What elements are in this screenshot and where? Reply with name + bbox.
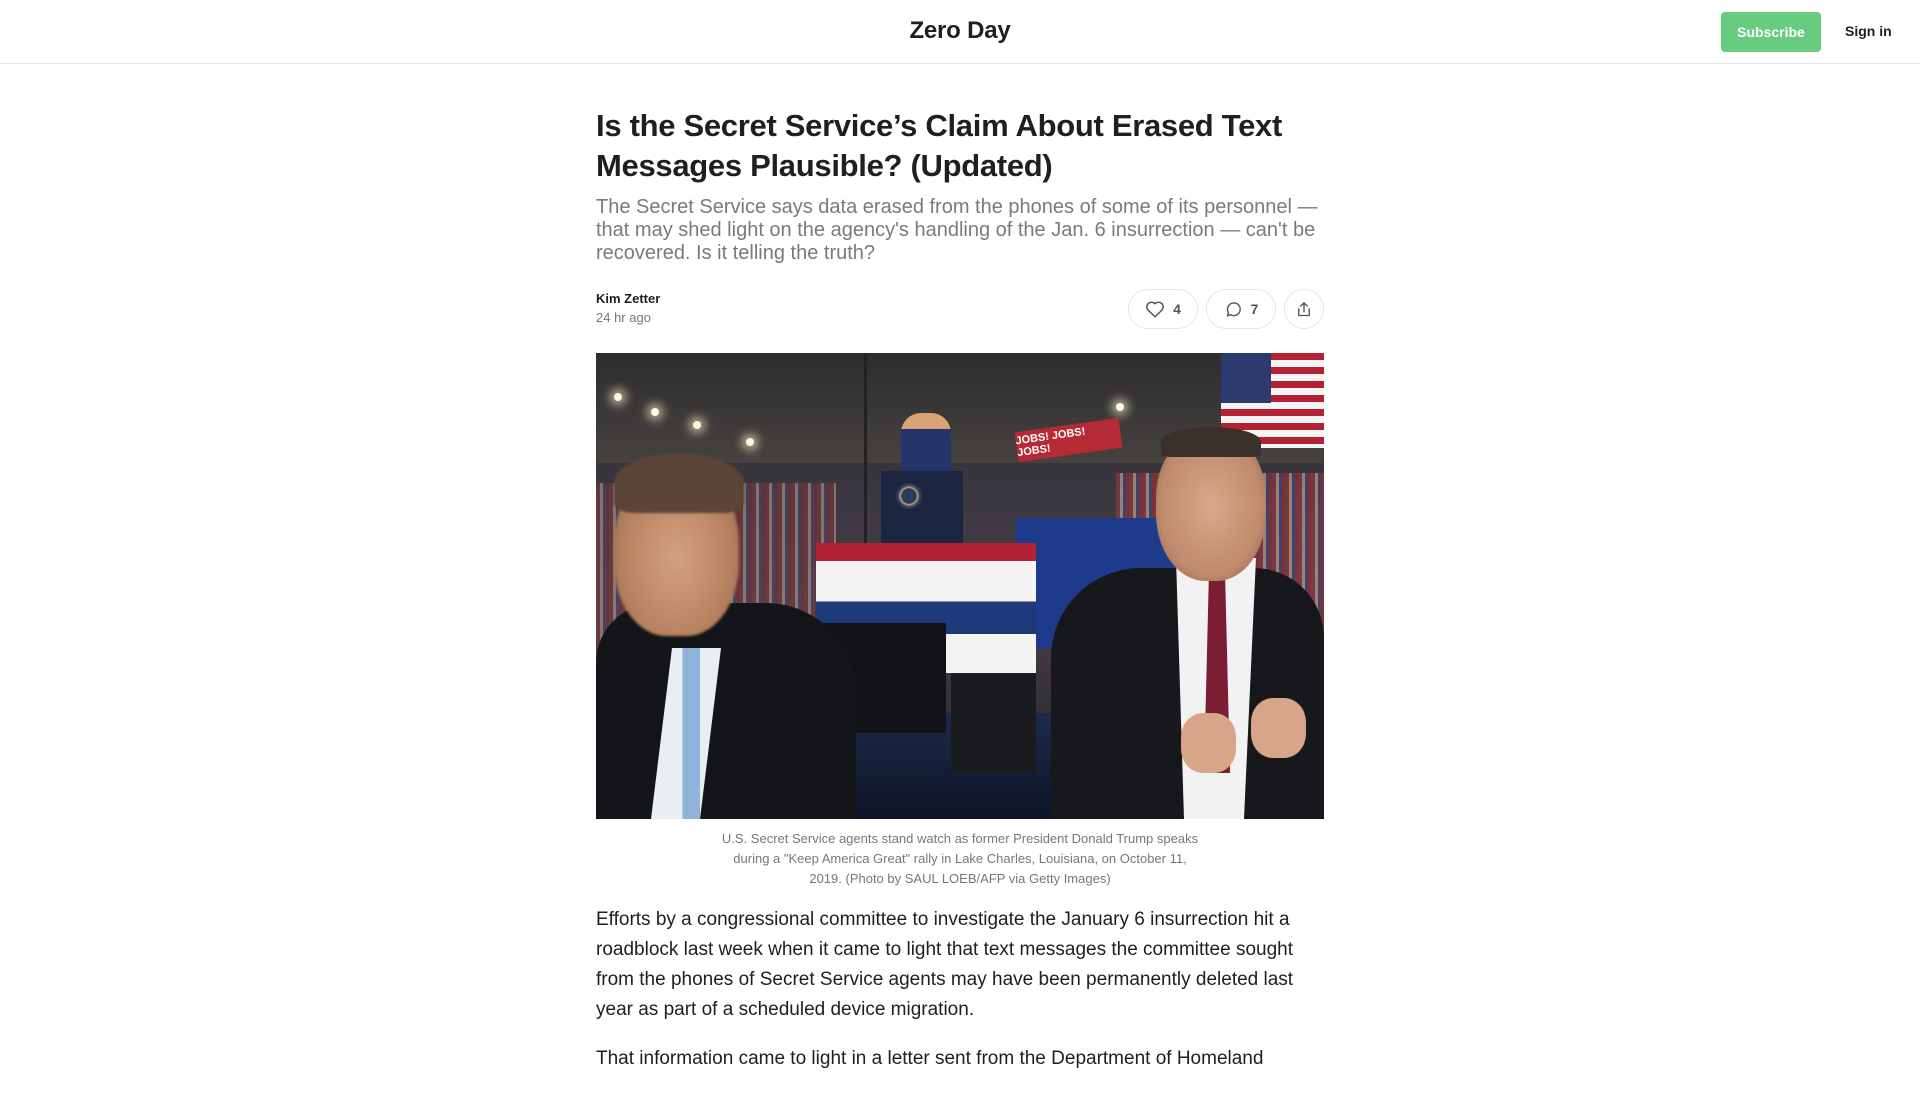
article-hero-image[interactable] xyxy=(596,353,1324,819)
photo-speaker xyxy=(901,413,951,478)
top-navigation-bar xyxy=(0,0,1920,64)
share-button[interactable] xyxy=(1284,289,1324,329)
photo-light xyxy=(1116,403,1124,411)
photo-podium xyxy=(881,471,963,549)
subscribe-button[interactable]: Subscribe xyxy=(1721,12,1821,52)
speech-bubble-icon xyxy=(1224,300,1243,319)
publication-title[interactable]: Zero Day xyxy=(909,17,1011,44)
photo-light xyxy=(651,408,659,416)
share-upload-icon xyxy=(1295,300,1313,319)
publish-date: 24 hr ago xyxy=(596,310,651,325)
comment-button[interactable] xyxy=(1206,289,1276,329)
photo-light xyxy=(614,393,622,401)
photo-light xyxy=(693,421,701,429)
photo-light xyxy=(746,438,754,446)
sign-in-link[interactable]: Sign in xyxy=(1845,23,1892,39)
body-paragraph: That information came to light in a letter sent from the Department of Homeland xyxy=(596,1048,1264,1069)
article-body xyxy=(596,905,1324,1093)
photo-presidential-seal xyxy=(896,483,922,509)
body-paragraph: Efforts by a congressional committee to investigate the January 6 insurrection hit a roadblock last week when it came to light that text messages the committee sought from the phones of Secret Service agents may have been permanently deleted last year as part of a scheduled device migration. xyxy=(596,909,1294,1020)
byline xyxy=(596,291,660,325)
photo-agent-left-hair xyxy=(614,453,744,513)
post-actions xyxy=(1128,289,1324,329)
like-count: 4 xyxy=(1173,301,1181,317)
article-title: Is the Secret Service’s Claim About Erased Text Messages Plausible? (Updated) xyxy=(596,108,1282,183)
photo-jobs-banner: JOBS! JOBS! JOBS! xyxy=(1014,418,1122,462)
photo-agent-left-suit xyxy=(596,603,856,819)
author-name[interactable]: Kim Zetter xyxy=(596,291,661,306)
heart-icon xyxy=(1145,300,1165,318)
comment-count: 7 xyxy=(1250,301,1259,317)
photo-agent-right-hair xyxy=(1161,427,1261,457)
photo-agent-right-hand xyxy=(1181,713,1236,773)
like-button[interactable] xyxy=(1128,289,1198,329)
photo-agent-right-hand xyxy=(1251,698,1306,758)
article-subtitle: The Secret Service says data erased from the phones of some of its personnel — that may shed light on the agency's handling of the Jan. 6 insurrection — can't be recovered. Is it telling the truth? xyxy=(596,196,1318,264)
article-figure xyxy=(596,353,1324,889)
image-caption: U.S. Secret Service agents stand watch as former President Donald Trump speaks during a "Keep America Great" rally in Lake Charles, Louisiana, on October 11, 2019. (Photo by SAUL LOEB/AFP via Getty Images) xyxy=(721,831,1199,886)
photo-speaker-box xyxy=(951,673,1036,773)
